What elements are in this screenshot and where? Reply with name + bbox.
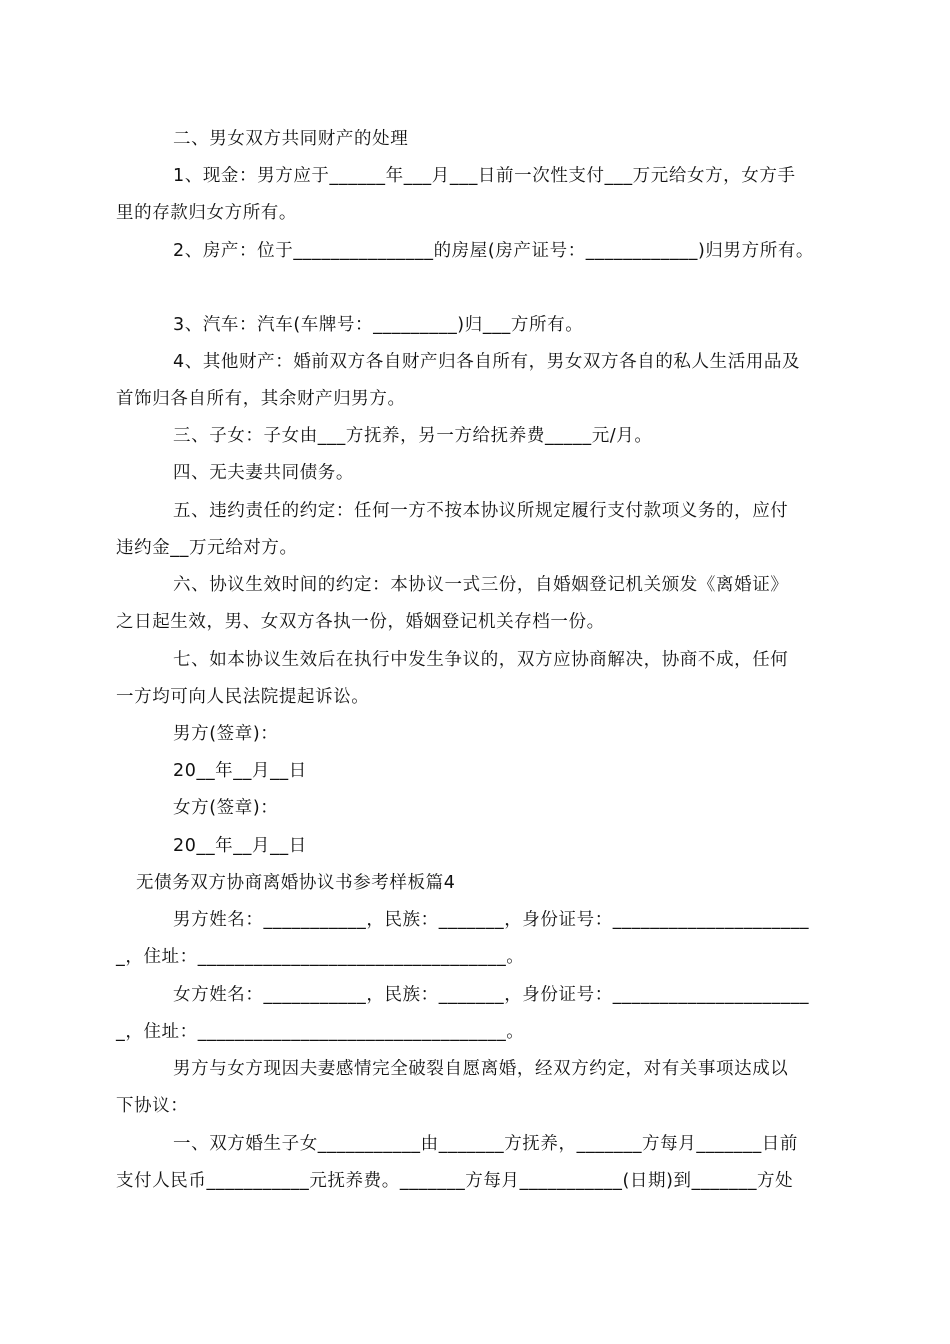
paragraph-line: 之日起生效，男、女双方各执一份，婚姻登记机关存档一份。: [116, 612, 605, 632]
section-heading-children: 三、子女：子女由___方抚养，另一方给抚养费_____元/月。: [173, 426, 653, 446]
paragraph-line: 下协议：: [116, 1096, 189, 1116]
paragraph-line: 支付人民币___________元抚养费。_______方每月___________(日期)到_______方处: [116, 1171, 794, 1191]
section-heading-effective: 六、协议生效时间的约定：本协议一式三份，自婚姻登记机关颁发《离婚证》: [173, 575, 789, 595]
male-signature-label: 男方(签章)：: [173, 724, 279, 744]
section-heading-debts: 四、无夫妻共同债务。: [173, 463, 354, 483]
paragraph-line: 4、其他财产：婚前双方各自财产归各自所有，男女双方各自的私人生活用品及: [173, 352, 801, 372]
male-signature-date: 20__年__月__日: [173, 761, 307, 781]
document-title-part4: 无债务双方协商离婚协议书参考样板篇4: [136, 873, 456, 893]
paragraph-line: 1、现金：男方应于______年___月___日前一次性支付___万元给女方，女方手: [173, 166, 796, 186]
section-heading-child-custody: 一、双方婚生子女___________由_______方抚养，_______方每月_______日前: [173, 1134, 798, 1154]
paragraph-line: 2、房产：位于_______________的房屋(房产证号：____________)归男方所有。: [173, 241, 815, 261]
paragraph-line: 男方与女方现因夫妻感情完全破裂自愿离婚，经双方约定，对有关事项达成以: [173, 1059, 789, 1079]
section-heading-liability: 五、违约责任的约定：任何一方不按本协议所规定履行支付款项义务的，应付: [173, 501, 789, 521]
paragraph-line: 里的存款归女方所有。: [116, 203, 297, 223]
female-address-line: _，住址：_________________________________。: [116, 1022, 525, 1042]
female-info-line: 女方姓名：___________，民族：_______，身份证号：_____________________: [173, 985, 810, 1005]
female-signature-label: 女方(签章)：: [173, 798, 279, 818]
paragraph-line: 3、汽车：汽车(车牌号：_________)归___方所有。: [173, 315, 584, 335]
paragraph-line: 一方均可向人民法院提起诉讼。: [116, 687, 370, 707]
male-info-line: 男方姓名：___________，民族：_______，身份证号：_____________________: [173, 910, 810, 930]
male-address-line: _，住址：_________________________________。: [116, 947, 525, 967]
section-heading-disputes: 七、如本协议生效后在执行中发生争议的，双方应协商解决，协商不成，任何: [173, 650, 789, 670]
paragraph-line: 首饰归各自所有，其余财产归男方。: [116, 389, 406, 409]
section-heading-property: 二、男女双方共同财产的处理: [173, 129, 409, 149]
female-signature-date: 20__年__月__日: [173, 836, 307, 856]
paragraph-line: 违约金__万元给对方。: [116, 538, 298, 558]
